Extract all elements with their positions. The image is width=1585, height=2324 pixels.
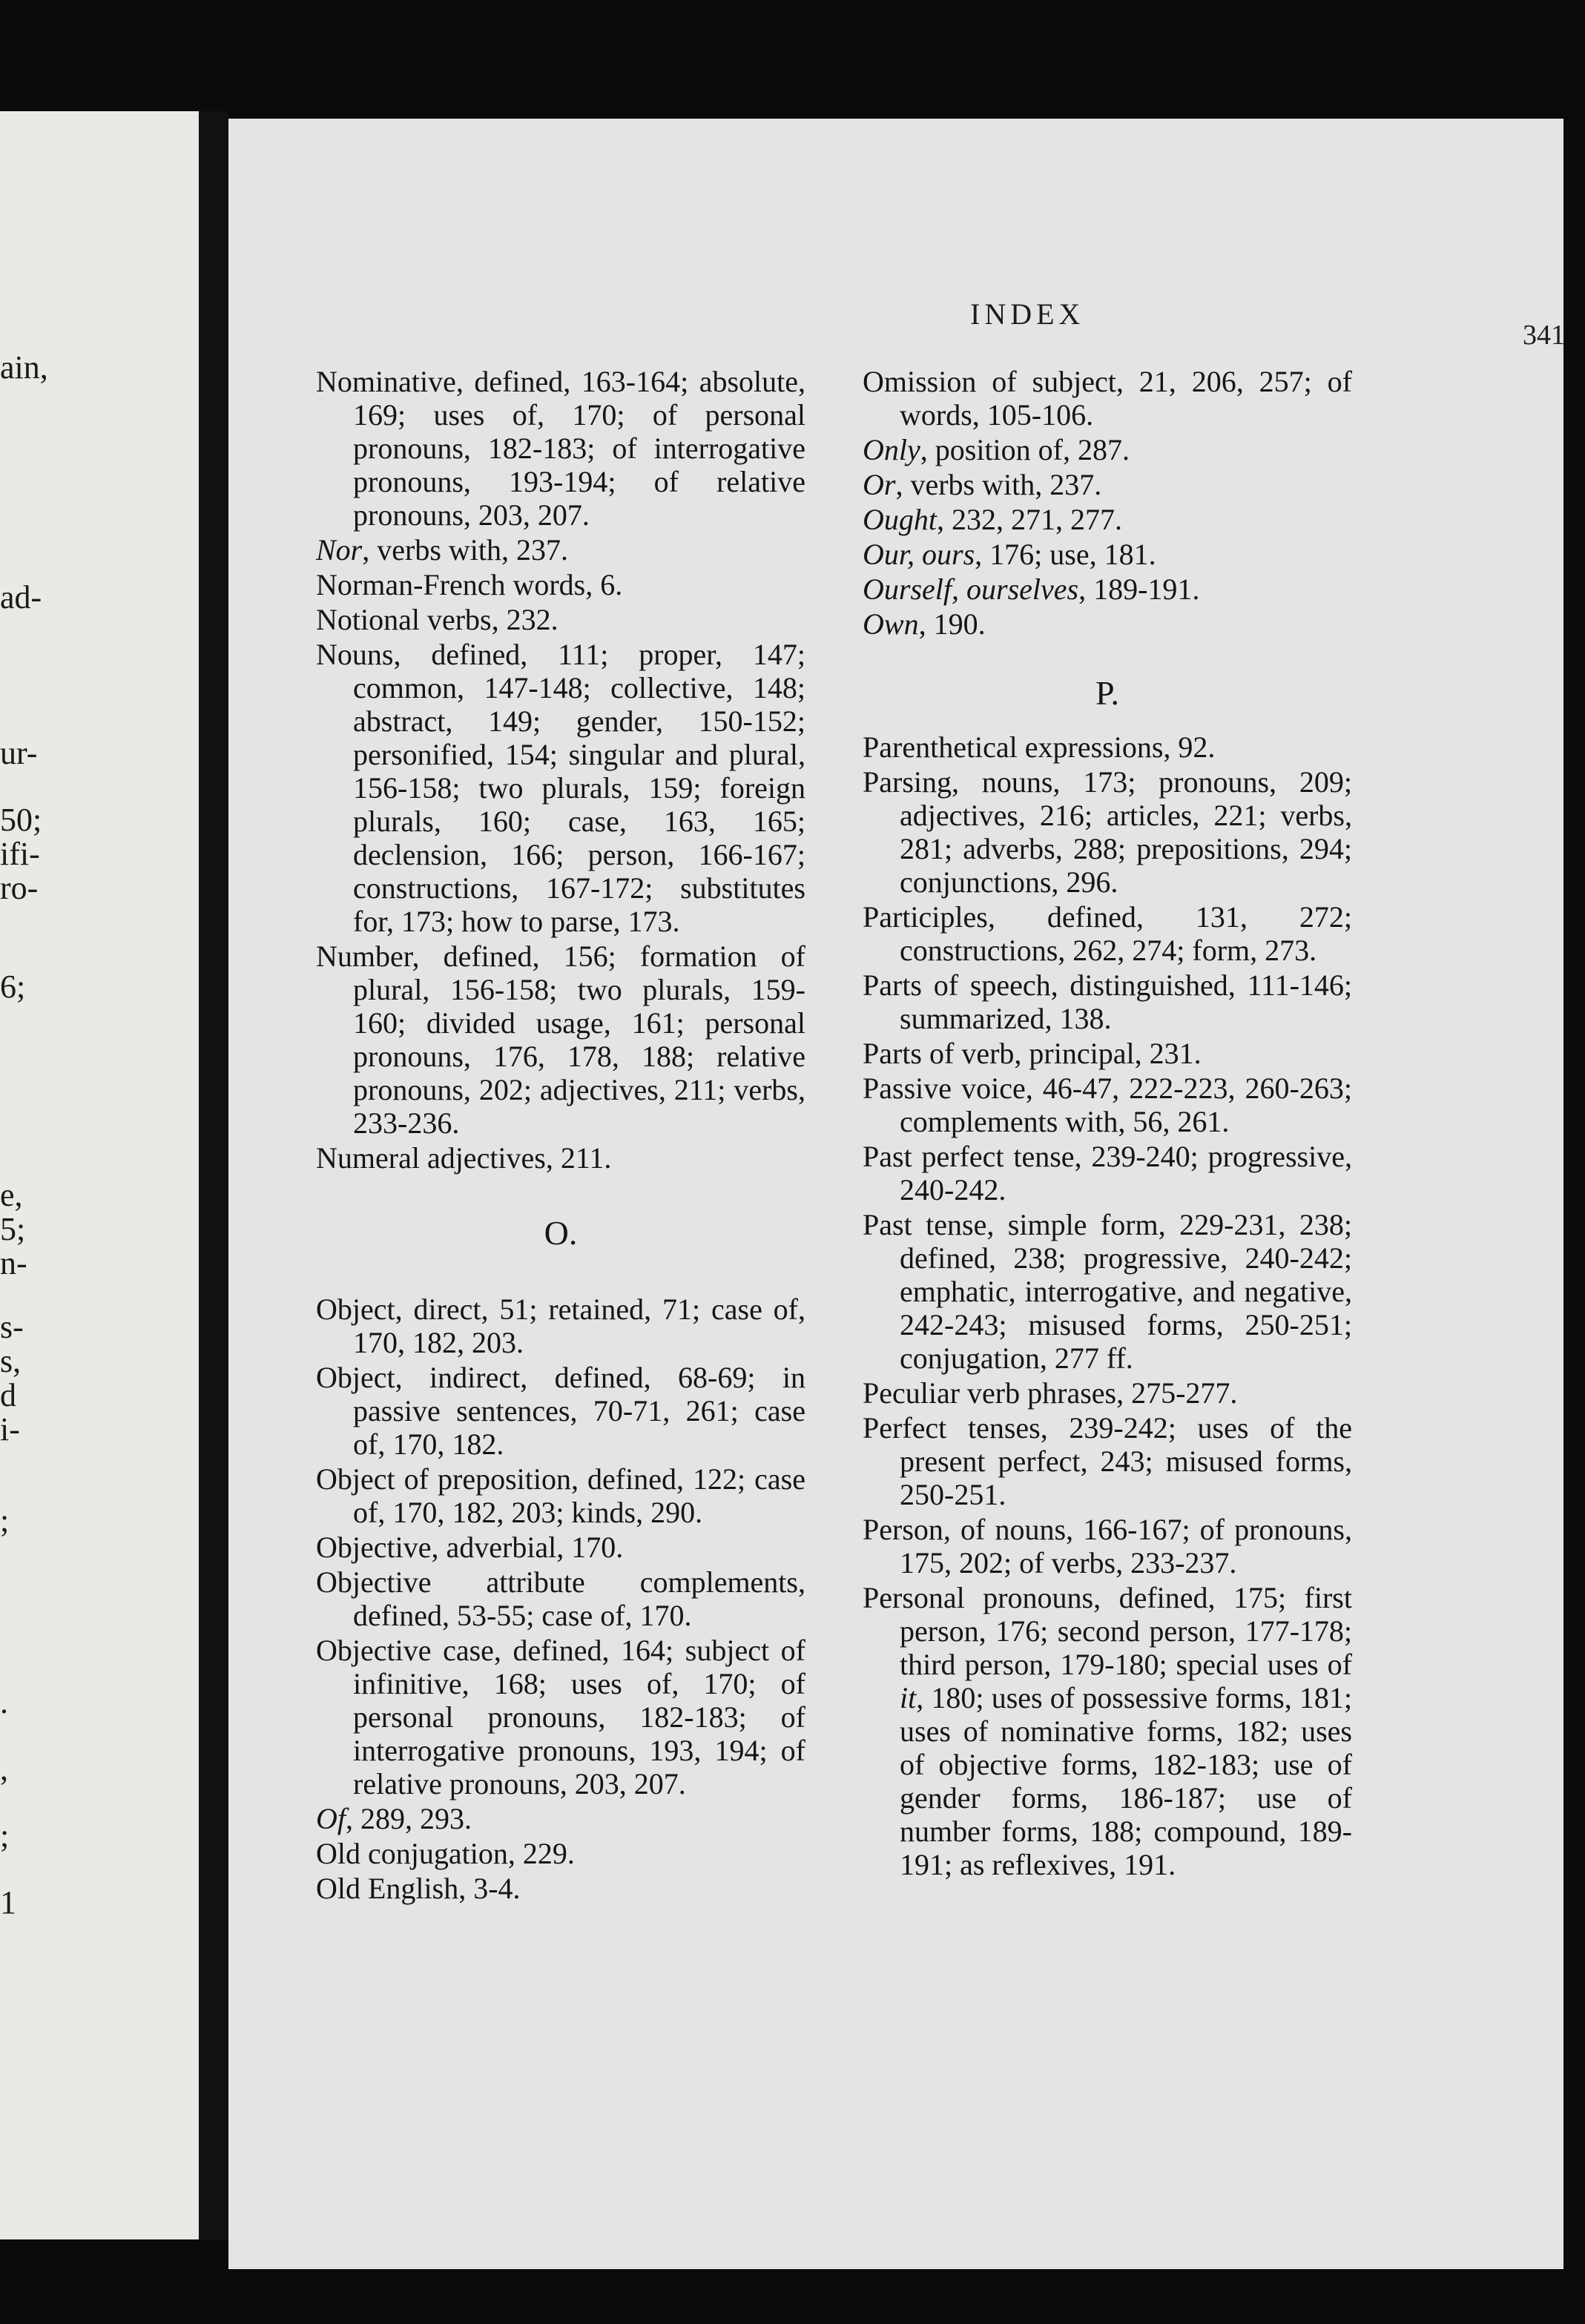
entry-text: Parts of verb, principal, 231.: [863, 1037, 1202, 1070]
italic-term: Of: [316, 1802, 346, 1835]
entry-text: , verbs with, 237.: [362, 533, 569, 567]
left-page-fragment: e,: [0, 1177, 23, 1213]
left-page-fragment: ro-: [0, 870, 39, 906]
entry-text: , 176; use, 181.: [975, 538, 1156, 571]
index-entry: [863, 607, 1352, 641]
left-page-fragment: d: [0, 1377, 16, 1413]
index-entry: [863, 1376, 1352, 1410]
running-head: INDEX: [970, 297, 1085, 331]
index-entry: [316, 1634, 805, 1800]
index-entry: [316, 533, 805, 567]
entry-text: Past perfect tense, 239-240; progressive, 240-242.: [863, 1140, 1352, 1206]
index-entry: [863, 765, 1352, 899]
left-page-fragment: ;: [0, 1502, 10, 1539]
left-page-fragment: 6;: [0, 968, 26, 1005]
index-entry: [316, 1872, 805, 1905]
left-page-edge: [0, 111, 199, 2239]
entry-text: , position of, 287.: [920, 433, 1130, 466]
index-column-left: [316, 365, 805, 1907]
entry-text: Person, of nouns, 166-167; of pronouns, 175, 202; of verbs, 233-237.: [863, 1513, 1352, 1579]
index-entry: [863, 365, 1352, 432]
index-entry: [863, 1411, 1352, 1511]
index-entry: [316, 940, 805, 1140]
entry-text: Objective attribute complements, defined, 53-55; case of, 170.: [316, 1565, 805, 1632]
page-number: 341: [1523, 320, 1565, 351]
index-entry: [863, 900, 1352, 967]
entry-text: Numeral adjectives, 211.: [316, 1141, 612, 1175]
left-page-fragment: 50;: [0, 802, 42, 838]
index-entry: [863, 433, 1352, 466]
left-page-fragment: ur-: [0, 735, 38, 771]
entry-text: , verbs with, 237.: [895, 468, 1102, 501]
entry-text: , 189-191.: [1078, 572, 1200, 606]
entry-text: Objective, adverbial, 170.: [316, 1531, 624, 1564]
left-page-fragment: s,: [0, 1343, 22, 1379]
left-page-fragment: ;: [0, 1818, 10, 1854]
index-entry: [863, 572, 1352, 606]
left-page-fragment: .: [0, 1684, 8, 1720]
index-entry: [316, 1565, 805, 1632]
index-entry: [316, 1293, 805, 1359]
index-entry: [863, 968, 1352, 1035]
index-column-right: [863, 365, 1352, 1883]
entry-text: Participles, defined, 131, 272; constructions, 262, 274; form, 273.: [863, 900, 1352, 967]
italic-term: it: [900, 1681, 917, 1714]
entry-text: Old conjugation, 229.: [316, 1837, 575, 1870]
index-entry: [316, 638, 805, 938]
italic-term: Ought: [863, 503, 937, 536]
entry-text: Norman-French words, 6.: [316, 568, 623, 601]
index-entry: [316, 1531, 805, 1564]
entry-text: Parsing, nouns, 173; pronouns, 209; adjectives, 216; articles, 221; verbs, 281; adverbs, 288; prepositions, 294; conjunctions, 296.: [863, 765, 1352, 899]
index-entry: [863, 730, 1352, 764]
index-entry: [863, 1513, 1352, 1579]
left-page-fragment: 1: [0, 1884, 16, 1921]
index-entry: [316, 1462, 805, 1529]
index-entry: [316, 1802, 805, 1835]
italic-term: Ourself, ourselves: [863, 572, 1079, 606]
entry-text: Object, direct, 51; retained, 71; case of, 170, 182, 203.: [316, 1293, 805, 1359]
entry-text: Past tense, simple form, 229-231, 238; defined, 238; progressive, 240-242; emphatic, interrogative, and negative, 242-243; misused forms, 250-251; conjugation, 277 ff.: [863, 1208, 1352, 1375]
left-page-fragment: s-: [0, 1309, 24, 1345]
entry-text: O.: [544, 1214, 578, 1252]
index-page: [228, 119, 1563, 2269]
left-page-fragment: ,: [0, 1751, 8, 1787]
index-entry: [316, 603, 805, 636]
entry-text: Omission of subject, 21, 206, 257; of words, 105-106.: [863, 365, 1352, 432]
index-entry: [863, 468, 1352, 501]
left-page-fragment: 5;: [0, 1211, 26, 1247]
book-gutter: [199, 111, 228, 2239]
italic-term: Or: [863, 468, 896, 501]
entry-text: Nouns, defined, 111; proper, 147; common, 147-148; collective, 148; abstract, 149; gender, 150-152; personified, 154; singular and plural, 156-158; two plurals, 159; foreign plurals, 160; case, 163, 165; declension, 166; person, 166-167; constructions, 167-172; substitutes for, 173; how to parse, 173.: [316, 638, 805, 938]
entry-text: Number, defined, 156; formation of plural, 156-158; two plurals, 159-160; divided usage, 161; personal pronouns, 176, 178, 188; relative pronouns, 202; adjectives, 211; verbs, 233-236.: [316, 940, 805, 1140]
entry-text: Old English, 3-4.: [316, 1872, 521, 1905]
index-entry: [863, 1072, 1352, 1138]
index-entry: [863, 1140, 1352, 1206]
left-page-fragment: n-: [0, 1245, 27, 1281]
entry-text: , 190.: [918, 607, 986, 641]
entry-text: Nominative, defined, 163-164; absolute, 169; uses of, 170; of personal pronouns, 182-183; of interrogative pronouns, 193-194; of relative pronouns, 203, 207.: [316, 365, 805, 532]
italic-term: Only: [863, 433, 920, 466]
index-entry: [863, 1208, 1352, 1375]
entry-text: , 289, 293.: [346, 1802, 472, 1835]
entry-text: Notional verbs, 232.: [316, 603, 558, 636]
entry-text: , 180; uses of possessive forms, 181; uses of nominative forms, 182; uses of objective forms, 182-183; use of gender forms, 186-187; use of number forms, 188; compound, 189-191; as reflexives, 191.: [900, 1681, 1352, 1881]
index-entry: [316, 1361, 805, 1461]
index-entry: [316, 1141, 805, 1175]
entry-text: Object of preposition, defined, 122; case of, 170, 182, 203; kinds, 290.: [316, 1462, 805, 1529]
left-page-fragment: ad-: [0, 579, 42, 615]
entry-text: Objective case, defined, 164; subject of infinitive, 168; uses of, 170; of personal pronouns, 182-183; of interrogative pronouns, 193, 194; of relative pronouns, 203, 207.: [316, 1634, 805, 1800]
left-page-fragment: ifi-: [0, 836, 40, 872]
index-entry: [863, 1581, 1352, 1881]
letter-heading: [863, 676, 1352, 710]
index-entry: [863, 1037, 1352, 1070]
entry-text: Parenthetical expressions, 92.: [863, 730, 1216, 764]
index-entry: [316, 1837, 805, 1870]
entry-text: , 232, 271, 277.: [937, 503, 1122, 536]
index-entry: [316, 568, 805, 601]
entry-text: Personal pronouns, defined, 175; first person, 176; second person, 177-178; third person, 179-180; special uses of: [863, 1581, 1352, 1681]
italic-term: Our, ours: [863, 538, 975, 571]
entry-text: Passive voice, 46-47, 222-223, 260-263; complements with, 56, 261.: [863, 1072, 1352, 1138]
entry-text: Peculiar verb phrases, 275-277.: [863, 1376, 1238, 1410]
entry-text: Object, indirect, defined, 68-69; in passive sentences, 70-71, 261; case of, 170, 182.: [316, 1361, 805, 1461]
left-page-fragment: i-: [0, 1411, 20, 1447]
letter-heading: [316, 1216, 805, 1250]
italic-term: Own: [863, 607, 919, 641]
entry-text: Perfect tenses, 239-242; uses of the present perfect, 243; misused forms, 250-251.: [863, 1411, 1352, 1511]
italic-term: Nor: [316, 533, 363, 567]
index-entry: [316, 365, 805, 532]
index-entry: [863, 503, 1352, 536]
index-entry: [863, 538, 1352, 571]
entry-text: P.: [1095, 674, 1119, 712]
entry-text: Parts of speech, distinguished, 111-146; summarized, 138.: [863, 968, 1352, 1035]
left-page-fragment: ain,: [0, 349, 48, 386]
